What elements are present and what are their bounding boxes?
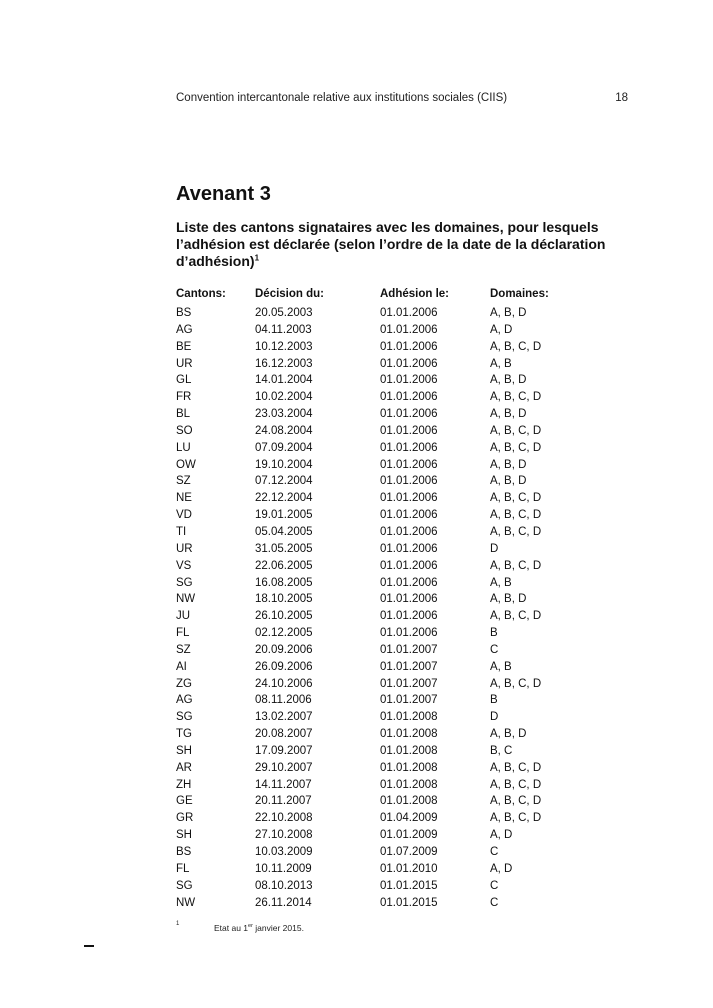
column-header-decision: Décision du: bbox=[255, 288, 325, 300]
column-header-cantons: Cantons: bbox=[176, 288, 226, 300]
table-row bbox=[176, 373, 590, 390]
canton-cell: JU bbox=[176, 610, 191, 623]
domaines-cell: A, B, C, D bbox=[490, 761, 542, 774]
adhesion-date-cell: 01.01.2008 bbox=[380, 728, 438, 741]
decision-date-cell: 04.11.2003 bbox=[255, 323, 312, 336]
decision-date-cell: 10.03.2009 bbox=[255, 846, 313, 858]
domaines-cell: B, C bbox=[490, 744, 513, 757]
canton-cell: GR bbox=[176, 812, 194, 825]
table-row bbox=[176, 862, 590, 879]
adhesion-date-cell: 01.01.2008 bbox=[380, 744, 438, 757]
adhesion-date-cell: 01.01.2006 bbox=[380, 492, 438, 505]
domaines-cell: C bbox=[490, 846, 499, 858]
adhesion-date-cell: 01.01.2006 bbox=[380, 542, 438, 555]
decision-date-cell: 22.12.2004 bbox=[255, 492, 313, 505]
decision-date-cell: 08.11.2006 bbox=[255, 694, 312, 707]
domaines-cell: A, B, C, D bbox=[490, 677, 542, 690]
domaines-cell: A, B, D bbox=[490, 458, 527, 471]
subheading-text: Liste des cantons signataires avec les domaines, pour lesquels l’adhésion est déclarée (selon l’ordre de la date de la déclaration d’adhésion) bbox=[176, 219, 606, 269]
adhesion-date-cell: 01.01.2006 bbox=[380, 458, 438, 471]
table-row bbox=[176, 559, 590, 576]
canton-cell: SH bbox=[176, 744, 192, 757]
adhesion-date-cell: 01.04.2009 bbox=[380, 812, 438, 825]
canton-cell: FL bbox=[176, 862, 190, 875]
canton-cell: ZG bbox=[176, 677, 192, 690]
table-row bbox=[176, 828, 590, 845]
table-row bbox=[176, 677, 590, 694]
canton-cell: UR bbox=[176, 542, 193, 555]
domaines-cell: C bbox=[490, 879, 499, 892]
canton-cell: SG bbox=[176, 711, 193, 724]
domaines-cell: B bbox=[490, 627, 498, 640]
adhesion-date-cell: 01.01.2015 bbox=[380, 879, 438, 892]
table-row bbox=[176, 576, 590, 593]
decision-date-cell: 22.10.2008 bbox=[255, 812, 313, 825]
adhesion-date-cell: 01.01.2008 bbox=[380, 795, 438, 808]
table-row bbox=[176, 794, 590, 811]
page-number: 18 bbox=[615, 92, 628, 104]
domaines-cell: A, B, C, D bbox=[490, 778, 542, 791]
canton-cell: AG bbox=[176, 694, 193, 707]
decision-date-cell: 20.05.2003 bbox=[255, 307, 313, 319]
domaines-cell: A, D bbox=[490, 323, 513, 336]
canton-cell: UR bbox=[176, 357, 193, 370]
canton-cell: BS bbox=[176, 846, 192, 858]
adhesion-date-cell: 01.07.2009 bbox=[380, 846, 438, 858]
adhesion-date-cell: 01.01.2010 bbox=[380, 862, 438, 875]
adhesion-date-cell: 01.01.2006 bbox=[380, 593, 438, 606]
adhesion-date-cell: 01.01.2006 bbox=[380, 391, 438, 404]
canton-cell: GE bbox=[176, 795, 193, 808]
table-row bbox=[176, 474, 590, 491]
decision-date-cell: 07.12.2004 bbox=[255, 475, 313, 488]
decision-date-cell: 31.05.2005 bbox=[255, 542, 313, 555]
canton-cell: TG bbox=[176, 728, 192, 741]
adhesion-date-cell: 01.01.2006 bbox=[380, 340, 438, 353]
domaines-cell: A, B, D bbox=[490, 593, 527, 606]
domaines-cell: A, B, C, D bbox=[490, 812, 542, 825]
domaines-cell: C bbox=[490, 896, 499, 909]
decision-date-cell: 27.10.2008 bbox=[255, 829, 313, 842]
adhesion-date-cell: 01.01.2008 bbox=[380, 711, 438, 724]
decision-date-cell: 29.10.2007 bbox=[255, 761, 313, 774]
page-heading: Avenant 3 bbox=[176, 183, 271, 205]
table-row bbox=[176, 609, 590, 626]
canton-cell: NW bbox=[176, 896, 196, 909]
domaines-cell: A, B, C, D bbox=[490, 610, 542, 623]
decision-date-cell: 22.06.2005 bbox=[255, 559, 313, 572]
adhesion-date-cell: 01.01.2006 bbox=[380, 559, 438, 572]
decision-date-cell: 23.03.2004 bbox=[255, 408, 313, 421]
canton-cell: VD bbox=[176, 509, 192, 522]
table-row bbox=[176, 340, 590, 357]
adhesion-date-cell: 01.01.2006 bbox=[380, 323, 438, 336]
table-row bbox=[176, 626, 590, 643]
canton-cell: SO bbox=[176, 424, 193, 437]
table-row bbox=[176, 744, 590, 761]
canton-cell: SH bbox=[176, 829, 192, 842]
table-row bbox=[176, 811, 590, 828]
cantons-table bbox=[176, 288, 590, 912]
adhesion-date-cell: 01.01.2006 bbox=[380, 357, 438, 370]
table-header-row bbox=[176, 288, 590, 306]
column-header-domaines: Domaines: bbox=[490, 288, 549, 300]
canton-cell: AI bbox=[176, 660, 187, 673]
domaines-cell: A, B, C, D bbox=[490, 795, 542, 808]
table-row bbox=[176, 441, 590, 458]
domaines-cell: A, B, D bbox=[490, 728, 527, 741]
footnote-marker: 1 bbox=[176, 921, 180, 927]
adhesion-date-cell: 01.01.2007 bbox=[380, 660, 438, 673]
canton-cell: SG bbox=[176, 576, 193, 589]
canton-cell: LU bbox=[176, 441, 191, 454]
adhesion-date-cell: 01.01.2006 bbox=[380, 475, 438, 488]
canton-cell: GL bbox=[176, 374, 192, 387]
domaines-cell: A, B, C, D bbox=[490, 492, 542, 505]
decision-date-cell: 10.11.2009 bbox=[255, 862, 312, 875]
table-body bbox=[176, 306, 590, 912]
page-subheading bbox=[176, 219, 636, 270]
decision-date-cell: 20.08.2007 bbox=[255, 728, 313, 741]
table-row bbox=[176, 525, 590, 542]
canton-cell: FL bbox=[176, 627, 190, 640]
canton-cell: BE bbox=[176, 340, 192, 353]
canton-cell: OW bbox=[176, 458, 196, 471]
canton-cell: ZH bbox=[176, 778, 192, 791]
canton-cell: AG bbox=[176, 323, 193, 336]
adhesion-date-cell: 01.01.2015 bbox=[380, 896, 438, 909]
decision-date-cell: 05.04.2005 bbox=[255, 525, 313, 538]
domaines-cell: A, B, C, D bbox=[490, 441, 542, 454]
adhesion-date-cell: 01.01.2006 bbox=[380, 374, 438, 387]
table-row bbox=[176, 491, 590, 508]
decision-date-cell: 10.02.2004 bbox=[255, 391, 313, 404]
table-row bbox=[176, 407, 590, 424]
adhesion-date-cell: 01.01.2007 bbox=[380, 694, 438, 707]
domaines-cell: A, B, C, D bbox=[490, 424, 542, 437]
table-row bbox=[176, 896, 590, 913]
table-row bbox=[176, 710, 590, 727]
domaines-cell: A, B bbox=[490, 357, 512, 370]
table-row bbox=[176, 508, 590, 525]
domaines-cell: A, B, C, D bbox=[490, 509, 542, 522]
canton-cell: NE bbox=[176, 492, 192, 505]
canton-cell: BL bbox=[176, 408, 191, 421]
decision-date-cell: 20.09.2006 bbox=[255, 643, 313, 656]
domaines-cell: A, B, C, D bbox=[490, 525, 542, 538]
canton-cell: SZ bbox=[176, 475, 191, 488]
decision-date-cell: 18.10.2005 bbox=[255, 593, 313, 606]
canton-cell: VS bbox=[176, 559, 192, 572]
domaines-cell: A, B, D bbox=[490, 307, 527, 319]
domaines-cell: A, D bbox=[490, 829, 513, 842]
domaines-cell: A, B, C, D bbox=[490, 559, 542, 572]
adhesion-date-cell: 01.01.2006 bbox=[380, 441, 438, 454]
canton-cell: TI bbox=[176, 525, 187, 538]
table-row bbox=[176, 542, 590, 559]
table-row bbox=[176, 879, 590, 896]
table-row bbox=[176, 323, 590, 340]
decision-date-cell: 20.11.2007 bbox=[255, 795, 312, 808]
table-row bbox=[176, 390, 590, 407]
table-row bbox=[176, 778, 590, 795]
table-row bbox=[176, 592, 590, 609]
domaines-cell: A, B bbox=[490, 660, 512, 673]
table-row bbox=[176, 693, 590, 710]
table-row bbox=[176, 727, 590, 744]
adhesion-date-cell: 01.01.2008 bbox=[380, 761, 438, 774]
table-row bbox=[176, 357, 590, 374]
header-title: Convention intercantonale relative aux institutions sociales (CIIS) bbox=[176, 92, 508, 104]
table-row bbox=[176, 660, 590, 677]
adhesion-date-cell: 01.01.2006 bbox=[380, 610, 438, 623]
domaines-cell: A, B, D bbox=[490, 408, 527, 421]
canton-cell: SG bbox=[176, 879, 193, 892]
adhesion-date-cell: 01.01.2006 bbox=[380, 307, 438, 319]
domaines-cell: C bbox=[490, 643, 499, 656]
decision-date-cell: 13.02.2007 bbox=[255, 711, 313, 724]
adhesion-date-cell: 01.01.2006 bbox=[380, 408, 438, 421]
canton-cell: AR bbox=[176, 761, 192, 774]
decision-date-cell: 24.10.2006 bbox=[255, 677, 313, 690]
decision-date-cell: 26.11.2014 bbox=[255, 896, 312, 909]
decision-date-cell: 17.09.2007 bbox=[255, 744, 313, 757]
table-row bbox=[176, 761, 590, 778]
margin-mark bbox=[84, 945, 94, 947]
decision-date-cell: 07.09.2004 bbox=[255, 441, 313, 454]
decision-date-cell: 16.12.2003 bbox=[255, 357, 313, 370]
adhesion-date-cell: 01.01.2007 bbox=[380, 643, 438, 656]
domaines-cell: A, B bbox=[490, 576, 512, 589]
table-row bbox=[176, 643, 590, 660]
adhesion-date-cell: 01.01.2006 bbox=[380, 509, 438, 522]
table-row bbox=[176, 424, 590, 441]
domaines-cell: D bbox=[490, 711, 499, 724]
adhesion-date-cell: 01.01.2006 bbox=[380, 525, 438, 538]
domaines-cell: A, B, D bbox=[490, 374, 527, 387]
decision-date-cell: 10.12.2003 bbox=[255, 340, 313, 353]
footnote-reference: 1 bbox=[254, 253, 260, 263]
domaines-cell: D bbox=[490, 542, 499, 555]
domaines-cell: A, D bbox=[490, 862, 513, 875]
domaines-cell: B bbox=[490, 694, 498, 707]
table-row bbox=[176, 458, 590, 475]
canton-cell: BS bbox=[176, 307, 192, 319]
decision-date-cell: 14.11.2007 bbox=[255, 778, 312, 791]
decision-date-cell: 26.09.2006 bbox=[255, 660, 313, 673]
canton-cell: SZ bbox=[176, 643, 191, 656]
decision-date-cell: 19.10.2004 bbox=[255, 458, 313, 471]
footnote-text bbox=[214, 923, 304, 933]
decision-date-cell: 16.08.2005 bbox=[255, 576, 313, 589]
decision-date-cell: 08.10.2013 bbox=[255, 879, 313, 892]
domaines-cell: A, B, D bbox=[490, 475, 527, 488]
domaines-cell: A, B, C, D bbox=[490, 391, 542, 404]
decision-date-cell: 26.10.2005 bbox=[255, 610, 313, 623]
footnote-text-start: Etat au 1 bbox=[214, 923, 249, 933]
adhesion-date-cell: 01.01.2007 bbox=[380, 677, 438, 690]
adhesion-date-cell: 01.01.2006 bbox=[380, 576, 438, 589]
adhesion-date-cell: 01.01.2008 bbox=[380, 778, 438, 791]
canton-cell: NW bbox=[176, 593, 196, 606]
table-row bbox=[176, 306, 590, 323]
decision-date-cell: 24.08.2004 bbox=[255, 424, 313, 437]
decision-date-cell: 19.01.2005 bbox=[255, 509, 313, 522]
table-row bbox=[176, 845, 590, 862]
adhesion-date-cell: 01.01.2006 bbox=[380, 627, 438, 640]
adhesion-date-cell: 01.01.2009 bbox=[380, 829, 438, 842]
canton-cell: FR bbox=[176, 391, 192, 404]
decision-date-cell: 02.12.2005 bbox=[255, 627, 313, 640]
footnote-text-end: janvier 2015. bbox=[252, 923, 304, 933]
adhesion-date-cell: 01.01.2006 bbox=[380, 424, 438, 437]
domaines-cell: A, B, C, D bbox=[490, 340, 542, 353]
decision-date-cell: 14.01.2004 bbox=[255, 374, 313, 387]
footnote-ordinal: er bbox=[248, 923, 253, 930]
column-header-adhesion: Adhésion le: bbox=[380, 288, 450, 300]
